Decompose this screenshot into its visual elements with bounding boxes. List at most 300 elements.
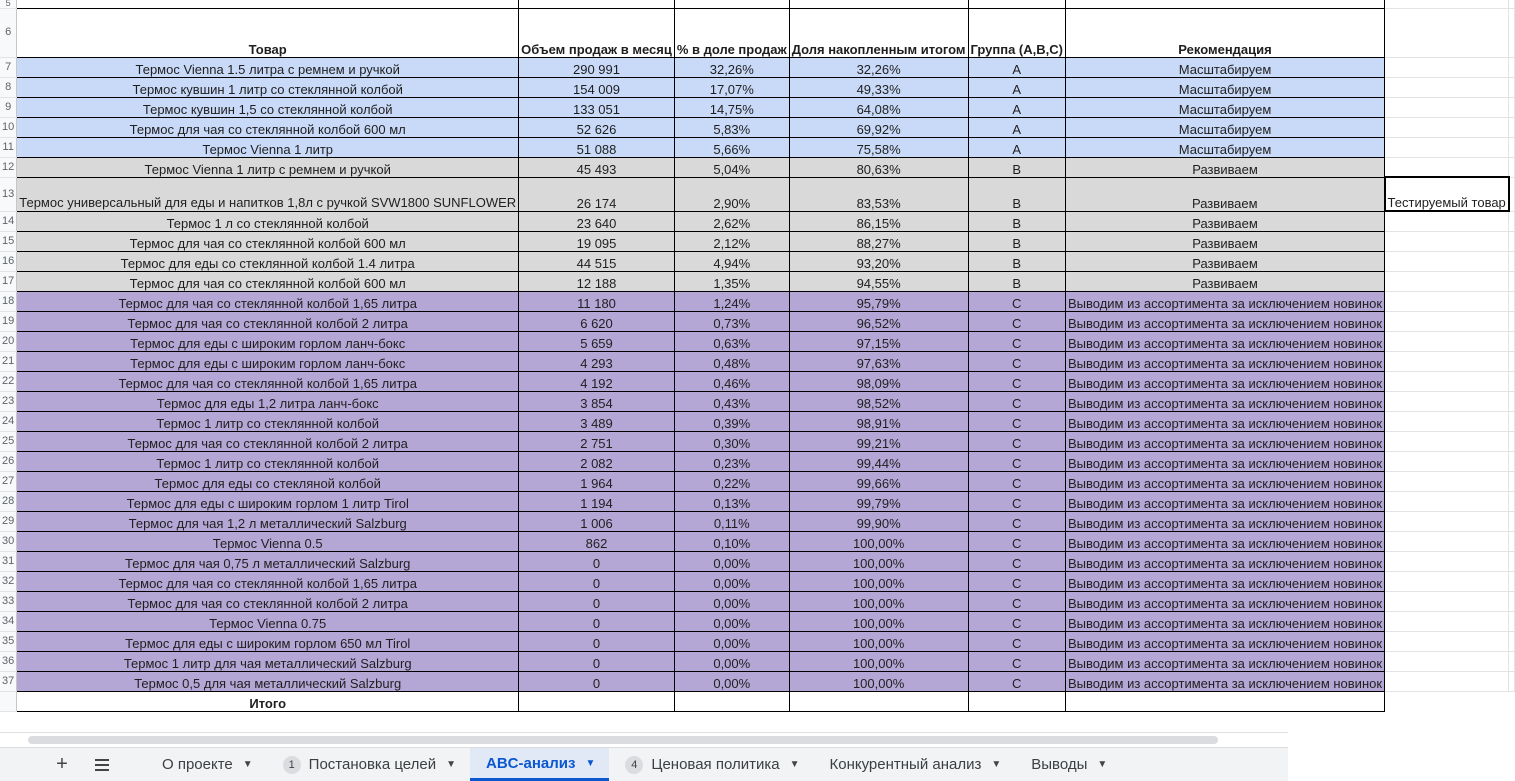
- share-cell[interactable]: 0,11%: [674, 511, 789, 531]
- cell[interactable]: [1509, 271, 1515, 291]
- cell[interactable]: [1509, 0, 1515, 8]
- group-cell[interactable]: C: [968, 491, 1065, 511]
- recommendation-cell[interactable]: Выводим из ассортимента за исключением новинок: [1065, 471, 1384, 491]
- volume-cell[interactable]: 0: [519, 631, 675, 651]
- cumulative-cell[interactable]: 100,00%: [789, 551, 968, 571]
- volume-cell[interactable]: 4 192: [519, 371, 675, 391]
- recommendation-cell[interactable]: Развиваем: [1065, 211, 1384, 231]
- cell[interactable]: [1385, 271, 1509, 291]
- product-cell[interactable]: Термос для чая со стеклянной колбой 600 мл: [17, 271, 519, 291]
- cell[interactable]: [1509, 57, 1515, 77]
- cell[interactable]: [1385, 351, 1509, 371]
- row-header[interactable]: 6: [0, 8, 17, 57]
- cell[interactable]: [1385, 431, 1509, 451]
- group-cell[interactable]: C: [968, 371, 1065, 391]
- product-cell[interactable]: Термос для чая со стеклянной колбой 2 литра: [17, 591, 519, 611]
- cumulative-cell[interactable]: 93,20%: [789, 251, 968, 271]
- cell[interactable]: [1385, 411, 1509, 431]
- cumulative-cell[interactable]: 94,55%: [789, 271, 968, 291]
- recommendation-cell[interactable]: Выводим из ассортимента за исключением новинок: [1065, 591, 1384, 611]
- group-cell[interactable]: C: [968, 331, 1065, 351]
- cell[interactable]: [1385, 311, 1509, 331]
- product-cell[interactable]: Термос для чая со стеклянной колбой 2 литра: [17, 431, 519, 451]
- caret-down-icon[interactable]: ▼: [585, 757, 596, 769]
- volume-cell[interactable]: 154 009: [519, 77, 675, 97]
- cell[interactable]: [1385, 77, 1509, 97]
- product-cell[interactable]: Термос для чая со стеклянной колбой 600 мл: [17, 231, 519, 251]
- row-header[interactable]: 10: [0, 117, 17, 137]
- volume-cell[interactable]: 52 626: [519, 117, 675, 137]
- group-cell[interactable]: C: [968, 671, 1065, 691]
- share-cell[interactable]: 0,30%: [674, 431, 789, 451]
- cell[interactable]: [674, 691, 789, 711]
- cumulative-cell[interactable]: 97,63%: [789, 351, 968, 371]
- cell[interactable]: [1385, 551, 1509, 571]
- cell[interactable]: [1385, 631, 1509, 651]
- cell[interactable]: [1385, 97, 1509, 117]
- caret-down-icon[interactable]: ▼: [991, 759, 1002, 770]
- cell[interactable]: [1509, 551, 1515, 571]
- row-header[interactable]: 31: [0, 551, 17, 571]
- recommendation-cell[interactable]: Масштабируем: [1065, 77, 1384, 97]
- cumulative-cell[interactable]: 75,58%: [789, 137, 968, 157]
- cell[interactable]: [1509, 671, 1515, 691]
- group-cell[interactable]: C: [968, 391, 1065, 411]
- share-cell[interactable]: 1,24%: [674, 291, 789, 311]
- group-cell[interactable]: C: [968, 571, 1065, 591]
- share-cell[interactable]: 2,90%: [674, 177, 789, 211]
- share-cell[interactable]: 0,63%: [674, 331, 789, 351]
- header-cumulative[interactable]: Доля накопленным итогом: [789, 8, 968, 57]
- recommendation-cell[interactable]: Выводим из ассортимента за исключением новинок: [1065, 411, 1384, 431]
- share-cell[interactable]: 0,00%: [674, 611, 789, 631]
- row-header[interactable]: 5: [0, 0, 17, 8]
- header-recommendation[interactable]: Рекомендация: [1065, 8, 1384, 57]
- group-cell[interactable]: A: [968, 97, 1065, 117]
- recommendation-cell[interactable]: Развиваем: [1065, 251, 1384, 271]
- sheet-tab[interactable]: [814, 748, 1016, 781]
- product-cell[interactable]: Термос Vienna 0.75: [17, 611, 519, 631]
- volume-cell[interactable]: 3 854: [519, 391, 675, 411]
- product-cell[interactable]: Термос для чая 0,75 л металлический Salzburg: [17, 551, 519, 571]
- volume-cell[interactable]: 2 082: [519, 451, 675, 471]
- cumulative-cell[interactable]: 100,00%: [789, 671, 968, 691]
- note-cell[interactable]: Тестируемый товар: [1385, 177, 1509, 211]
- row-header[interactable]: 23: [0, 391, 17, 411]
- cumulative-cell[interactable]: 96,52%: [789, 311, 968, 331]
- cumulative-cell[interactable]: 95,79%: [789, 291, 968, 311]
- cell[interactable]: [1509, 157, 1515, 177]
- row-header[interactable]: 18: [0, 291, 17, 311]
- cell[interactable]: [1385, 157, 1509, 177]
- cumulative-cell[interactable]: 99,21%: [789, 431, 968, 451]
- cell[interactable]: [1385, 511, 1509, 531]
- cumulative-cell[interactable]: 99,66%: [789, 471, 968, 491]
- volume-cell[interactable]: 26 174: [519, 177, 675, 211]
- volume-cell[interactable]: 2 751: [519, 431, 675, 451]
- cell[interactable]: [1385, 331, 1509, 351]
- product-cell[interactable]: Термос 0,5 для чая металлический Salzburg: [17, 671, 519, 691]
- row-header[interactable]: 28: [0, 491, 17, 511]
- recommendation-cell[interactable]: Выводим из ассортимента за исключением новинок: [1065, 531, 1384, 551]
- recommendation-cell[interactable]: Развиваем: [1065, 157, 1384, 177]
- cell[interactable]: [1385, 251, 1509, 271]
- recommendation-cell[interactable]: Выводим из ассортимента за исключением новинок: [1065, 311, 1384, 331]
- row-header[interactable]: 29: [0, 511, 17, 531]
- volume-cell[interactable]: 5 659: [519, 331, 675, 351]
- cell[interactable]: [1509, 211, 1515, 231]
- row-header[interactable]: 16: [0, 251, 17, 271]
- group-cell[interactable]: B: [968, 251, 1065, 271]
- row-header[interactable]: 21: [0, 351, 17, 371]
- product-cell[interactable]: Термос для чая со стеклянной колбой 2 литра: [17, 311, 519, 331]
- cell[interactable]: [1385, 491, 1509, 511]
- group-cell[interactable]: A: [968, 117, 1065, 137]
- cell[interactable]: [1509, 451, 1515, 471]
- product-cell[interactable]: Термос универсальный для еды и напитков 1,8л с ручкой SVW1800 SUNFLOWER: [17, 177, 519, 211]
- cumulative-cell[interactable]: 100,00%: [789, 531, 968, 551]
- share-cell[interactable]: 4,94%: [674, 251, 789, 271]
- recommendation-cell[interactable]: Выводим из ассортимента за исключением новинок: [1065, 631, 1384, 651]
- product-cell[interactable]: Термос для еды со стеклянной колбой 1.4 литра: [17, 251, 519, 271]
- product-cell[interactable]: Термос Vienna 1.5 литра с ремнем и ручкой: [17, 57, 519, 77]
- share-cell[interactable]: 5,83%: [674, 117, 789, 137]
- group-cell[interactable]: C: [968, 511, 1065, 531]
- cell[interactable]: [1509, 371, 1515, 391]
- share-cell[interactable]: 0,73%: [674, 311, 789, 331]
- product-cell[interactable]: Термос для чая со стеклянной колбой 1,65 литра: [17, 571, 519, 591]
- all-sheets-button[interactable]: [82, 748, 122, 781]
- recommendation-cell[interactable]: Выводим из ассортимента за исключением новинок: [1065, 511, 1384, 531]
- group-cell[interactable]: C: [968, 431, 1065, 451]
- cell[interactable]: [1385, 531, 1509, 551]
- header-product[interactable]: Товар: [17, 8, 519, 57]
- recommendation-cell[interactable]: Масштабируем: [1065, 97, 1384, 117]
- cell[interactable]: [1509, 351, 1515, 371]
- share-cell[interactable]: 0,13%: [674, 491, 789, 511]
- cell[interactable]: [1385, 471, 1509, 491]
- row-header[interactable]: 33: [0, 591, 17, 611]
- share-cell[interactable]: 0,46%: [674, 371, 789, 391]
- row-header[interactable]: 14: [0, 211, 17, 231]
- row-header[interactable]: 19: [0, 311, 17, 331]
- group-cell[interactable]: C: [968, 451, 1065, 471]
- cell[interactable]: [1385, 391, 1509, 411]
- volume-cell[interactable]: 1 006: [519, 511, 675, 531]
- caret-down-icon[interactable]: ▼: [1097, 759, 1108, 770]
- volume-cell[interactable]: 44 515: [519, 251, 675, 271]
- cumulative-cell[interactable]: 98,09%: [789, 371, 968, 391]
- cumulative-cell[interactable]: 99,44%: [789, 451, 968, 471]
- cell[interactable]: [1509, 77, 1515, 97]
- cumulative-cell[interactable]: 86,15%: [789, 211, 968, 231]
- add-sheet-button[interactable]: [42, 748, 82, 781]
- group-cell[interactable]: B: [968, 157, 1065, 177]
- share-cell[interactable]: 32,26%: [674, 57, 789, 77]
- cell[interactable]: [1509, 471, 1515, 491]
- cell[interactable]: [1509, 431, 1515, 451]
- cell[interactable]: [1509, 291, 1515, 311]
- cell[interactable]: [1509, 571, 1515, 591]
- cell[interactable]: [1385, 671, 1509, 691]
- row-header[interactable]: 35: [0, 631, 17, 651]
- row-header[interactable]: 26: [0, 451, 17, 471]
- group-cell[interactable]: C: [968, 471, 1065, 491]
- share-cell[interactable]: 1,35%: [674, 271, 789, 291]
- row-header[interactable]: 27: [0, 471, 17, 491]
- row-header[interactable]: 12: [0, 157, 17, 177]
- product-cell[interactable]: Термос для чая со стеклянной колбой 1,65 литра: [17, 291, 519, 311]
- cumulative-cell[interactable]: 64,08%: [789, 97, 968, 117]
- cell[interactable]: [1509, 8, 1515, 57]
- cumulative-cell[interactable]: 80,63%: [789, 157, 968, 177]
- product-cell[interactable]: Термос Vienna 1 литр с ремнем и ручкой: [17, 157, 519, 177]
- product-cell[interactable]: Термос для еды с широким горлом 650 мл Tirol: [17, 631, 519, 651]
- share-cell[interactable]: 0,00%: [674, 591, 789, 611]
- cell[interactable]: [1509, 651, 1515, 671]
- cell[interactable]: [1385, 591, 1509, 611]
- group-cell[interactable]: C: [968, 551, 1065, 571]
- share-cell[interactable]: 0,48%: [674, 351, 789, 371]
- cell[interactable]: [1385, 571, 1509, 591]
- cumulative-cell[interactable]: 99,79%: [789, 491, 968, 511]
- product-cell[interactable]: Термос 1 литр со стеклянной колбой: [17, 411, 519, 431]
- recommendation-cell[interactable]: Выводим из ассортимента за исключением новинок: [1065, 431, 1384, 451]
- volume-cell[interactable]: 4 293: [519, 351, 675, 371]
- product-cell[interactable]: Термос 1 литр со стеклянной колбой: [17, 451, 519, 471]
- group-cell[interactable]: B: [968, 231, 1065, 251]
- group-cell[interactable]: A: [968, 57, 1065, 77]
- group-cell[interactable]: C: [968, 531, 1065, 551]
- row-header[interactable]: 7: [0, 57, 17, 77]
- recommendation-cell[interactable]: Выводим из ассортимента за исключением новинок: [1065, 491, 1384, 511]
- row-header[interactable]: 20: [0, 331, 17, 351]
- volume-cell[interactable]: 0: [519, 671, 675, 691]
- cell[interactable]: [1385, 451, 1509, 471]
- recommendation-cell[interactable]: Выводим из ассортимента за исключением новинок: [1065, 351, 1384, 371]
- volume-cell[interactable]: 0: [519, 651, 675, 671]
- product-cell[interactable]: Термос для чая со стеклянной колбой 600 мл: [17, 117, 519, 137]
- cell[interactable]: [1509, 391, 1515, 411]
- cell[interactable]: [1385, 371, 1509, 391]
- volume-cell[interactable]: 19 095: [519, 231, 675, 251]
- cell[interactable]: [1385, 291, 1509, 311]
- cell[interactable]: [968, 691, 1065, 711]
- group-cell[interactable]: B: [968, 211, 1065, 231]
- cell[interactable]: [789, 691, 968, 711]
- recommendation-cell[interactable]: Выводим из ассортимента за исключением новинок: [1065, 551, 1384, 571]
- recommendation-cell[interactable]: Развиваем: [1065, 231, 1384, 251]
- product-cell[interactable]: Термос для еды 1,2 литра ланч-бокс: [17, 391, 519, 411]
- cell[interactable]: [1509, 611, 1515, 631]
- product-cell[interactable]: Термос Vienna 1 литр: [17, 137, 519, 157]
- group-cell[interactable]: C: [968, 591, 1065, 611]
- product-cell[interactable]: Термос 1 л со стеклянной колбой: [17, 211, 519, 231]
- volume-cell[interactable]: 3 489: [519, 411, 675, 431]
- cumulative-cell[interactable]: 49,33%: [789, 77, 968, 97]
- cell[interactable]: [1385, 137, 1509, 157]
- cell[interactable]: [1509, 117, 1515, 137]
- share-cell[interactable]: 0,00%: [674, 631, 789, 651]
- group-cell[interactable]: C: [968, 631, 1065, 651]
- cell[interactable]: [1509, 97, 1515, 117]
- cell[interactable]: [1509, 491, 1515, 511]
- volume-cell[interactable]: 1 194: [519, 491, 675, 511]
- cumulative-cell[interactable]: 88,27%: [789, 231, 968, 251]
- cell[interactable]: [1509, 331, 1515, 351]
- row-header[interactable]: 30: [0, 531, 17, 551]
- volume-cell[interactable]: 0: [519, 591, 675, 611]
- cell[interactable]: [1385, 117, 1509, 137]
- cell[interactable]: [1509, 531, 1515, 551]
- recommendation-cell[interactable]: Выводим из ассортимента за исключением новинок: [1065, 371, 1384, 391]
- caret-down-icon[interactable]: ▼: [446, 759, 456, 770]
- group-cell[interactable]: A: [968, 137, 1065, 157]
- share-cell[interactable]: 0,23%: [674, 451, 789, 471]
- cell[interactable]: [1385, 651, 1509, 671]
- product-cell[interactable]: Термос кувшин 1,5 со стеклянной колбой: [17, 97, 519, 117]
- product-cell[interactable]: Термос кувшин 1 литр со стеклянной колбой: [17, 77, 519, 97]
- cell[interactable]: [17, 0, 519, 8]
- recommendation-cell[interactable]: Выводим из ассортимента за исключением новинок: [1065, 571, 1384, 591]
- share-cell[interactable]: 2,12%: [674, 231, 789, 251]
- cell[interactable]: [1385, 0, 1509, 8]
- cumulative-cell[interactable]: 99,90%: [789, 511, 968, 531]
- row-header[interactable]: 34: [0, 611, 17, 631]
- recommendation-cell[interactable]: Выводим из ассортимента за исключением новинок: [1065, 451, 1384, 471]
- cell[interactable]: [1509, 511, 1515, 531]
- cumulative-cell[interactable]: 97,15%: [789, 331, 968, 351]
- volume-cell[interactable]: 6 620: [519, 311, 675, 331]
- product-cell[interactable]: Термос для еды со стекляной колбой: [17, 471, 519, 491]
- product-cell[interactable]: Термос для чая со стеклянной колбой 1,65 литра: [17, 371, 519, 391]
- share-cell[interactable]: 0,00%: [674, 671, 789, 691]
- row-header[interactable]: 17: [0, 271, 17, 291]
- cumulative-cell[interactable]: 98,91%: [789, 411, 968, 431]
- sheet-tab[interactable]: [1015, 748, 1121, 781]
- scrollbar-thumb[interactable]: [28, 736, 1218, 744]
- group-cell[interactable]: B: [968, 177, 1065, 211]
- cumulative-cell[interactable]: 32,26%: [789, 57, 968, 77]
- recommendation-cell[interactable]: Выводим из ассортимента за исключением новинок: [1065, 671, 1384, 691]
- share-cell[interactable]: 5,04%: [674, 157, 789, 177]
- share-cell[interactable]: 0,00%: [674, 571, 789, 591]
- group-cell[interactable]: C: [968, 351, 1065, 371]
- row-header[interactable]: 11: [0, 137, 17, 157]
- group-cell[interactable]: C: [968, 411, 1065, 431]
- header-share[interactable]: % в доле продаж: [674, 8, 789, 57]
- volume-cell[interactable]: 23 640: [519, 211, 675, 231]
- cell[interactable]: [1509, 411, 1515, 431]
- cumulative-cell[interactable]: 69,92%: [789, 117, 968, 137]
- cell[interactable]: [1385, 231, 1509, 251]
- product-cell[interactable]: Термос для еды с широким горлом ланч-бокс: [17, 351, 519, 371]
- sheet-tab[interactable]: [609, 748, 813, 781]
- recommendation-cell[interactable]: Выводим из ассортимента за исключением новинок: [1065, 651, 1384, 671]
- cumulative-cell[interactable]: 98,52%: [789, 391, 968, 411]
- header-group[interactable]: Группа (A,B,C): [968, 8, 1065, 57]
- volume-cell[interactable]: 45 493: [519, 157, 675, 177]
- volume-cell[interactable]: 133 051: [519, 97, 675, 117]
- horizontal-scrollbar[interactable]: [0, 732, 1288, 747]
- recommendation-cell[interactable]: Развиваем: [1065, 271, 1384, 291]
- total-label[interactable]: Итого: [17, 691, 519, 711]
- cell[interactable]: [1385, 57, 1509, 77]
- share-cell[interactable]: 14,75%: [674, 97, 789, 117]
- cumulative-cell[interactable]: 100,00%: [789, 611, 968, 631]
- cumulative-cell[interactable]: 100,00%: [789, 651, 968, 671]
- caret-down-icon[interactable]: ▼: [242, 759, 253, 770]
- sheet-tab[interactable]: [146, 748, 267, 781]
- row-header[interactable]: 13: [0, 177, 17, 211]
- cell[interactable]: [1385, 611, 1509, 631]
- row-header[interactable]: 37: [0, 671, 17, 691]
- cell[interactable]: [1509, 631, 1515, 651]
- cell[interactable]: [1509, 311, 1515, 331]
- share-cell[interactable]: 0,39%: [674, 411, 789, 431]
- group-cell[interactable]: B: [968, 271, 1065, 291]
- volume-cell[interactable]: 11 180: [519, 291, 675, 311]
- cell[interactable]: [674, 0, 789, 8]
- cell[interactable]: [1509, 251, 1515, 271]
- product-cell[interactable]: Термос Vienna 0.5: [17, 531, 519, 551]
- recommendation-cell[interactable]: Выводим из ассортимента за исключением новинок: [1065, 611, 1384, 631]
- row-header[interactable]: 22: [0, 371, 17, 391]
- cell[interactable]: [1509, 231, 1515, 251]
- volume-cell[interactable]: 0: [519, 611, 675, 631]
- cell[interactable]: [1385, 8, 1509, 57]
- group-cell[interactable]: C: [968, 291, 1065, 311]
- volume-cell[interactable]: 0: [519, 551, 675, 571]
- row-header[interactable]: 15: [0, 231, 17, 251]
- cell[interactable]: [1385, 211, 1509, 231]
- volume-cell[interactable]: 51 088: [519, 137, 675, 157]
- cumulative-cell[interactable]: 83,53%: [789, 177, 968, 211]
- share-cell[interactable]: 0,00%: [674, 651, 789, 671]
- cell[interactable]: [1509, 137, 1515, 157]
- cell[interactable]: [519, 691, 675, 711]
- recommendation-cell[interactable]: Выводим из ассортимента за исключением новинок: [1065, 391, 1384, 411]
- row-header[interactable]: [0, 691, 17, 711]
- recommendation-cell[interactable]: Масштабируем: [1065, 57, 1384, 77]
- volume-cell[interactable]: 0: [519, 571, 675, 591]
- volume-cell[interactable]: 290 991: [519, 57, 675, 77]
- recommendation-cell[interactable]: Выводим из ассортимента за исключением новинок: [1065, 331, 1384, 351]
- product-cell[interactable]: Термос для еды с широким горлом 1 литр Tirol: [17, 491, 519, 511]
- cell[interactable]: [1065, 691, 1384, 711]
- group-cell[interactable]: A: [968, 77, 1065, 97]
- row-header[interactable]: 24: [0, 411, 17, 431]
- cell[interactable]: [968, 0, 1065, 8]
- share-cell[interactable]: 0,43%: [674, 391, 789, 411]
- recommendation-cell[interactable]: Масштабируем: [1065, 137, 1384, 157]
- share-cell[interactable]: 2,62%: [674, 211, 789, 231]
- cumulative-cell[interactable]: 100,00%: [789, 591, 968, 611]
- row-header[interactable]: 25: [0, 431, 17, 451]
- product-cell[interactable]: Термос для еды с широким горлом ланч-бокс: [17, 331, 519, 351]
- sheet-tab[interactable]: [267, 748, 470, 781]
- cell[interactable]: [519, 0, 675, 8]
- recommendation-cell[interactable]: Развиваем: [1065, 177, 1384, 211]
- product-cell[interactable]: Термос 1 литр для чая металлический Salzburg: [17, 651, 519, 671]
- volume-cell[interactable]: 1 964: [519, 471, 675, 491]
- row-header[interactable]: 36: [0, 651, 17, 671]
- sheet-tab[interactable]: [470, 748, 609, 781]
- recommendation-cell[interactable]: Масштабируем: [1065, 117, 1384, 137]
- volume-cell[interactable]: 862: [519, 531, 675, 551]
- share-cell[interactable]: 5,66%: [674, 137, 789, 157]
- recommendation-cell[interactable]: Выводим из ассортимента за исключением новинок: [1065, 291, 1384, 311]
